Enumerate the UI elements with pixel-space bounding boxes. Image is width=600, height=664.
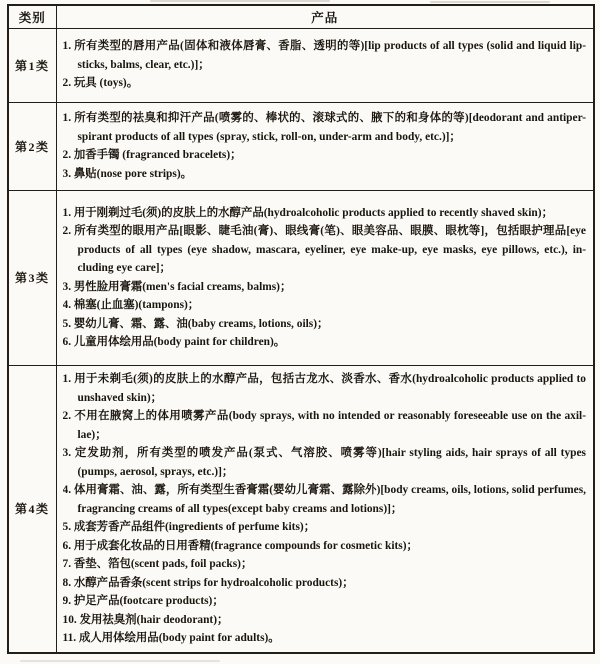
product-item: 1. 用于刚剃过毛(须)的皮肤上的水醇产品(hydroalcoholic products applied to recently shaved skin)； [62,206,553,219]
product-item: 10. 发用祛臭剂(hair deodorant)； [62,613,229,626]
table-row-category-2 [8,102,594,190]
product-item: 2. 所有类型的眼用产品[眼影、睫毛油(膏)、眼线膏(笔)、眼美容品、眼膜、眼枕等]，包括眼护理品[eye products of all types (eye shadow, mascara, eyeliner, eye make-up, eye masks, eye pillows, etc.), in-cluding eye care]； [62,225,586,274]
products-cell-4 [56,365,594,653]
category-label-4: 第4类 [8,365,56,653]
table-row-category-1 [8,28,594,102]
product-item: 3. 鼻贴(nose pore strips)。 [62,167,193,180]
header-cell-product: 产品 [56,5,594,28]
header-cell-category: 类别 [8,5,56,28]
product-item: 5. 成套芳香产品组件(ingredients of perfume kits)； [62,521,316,533]
scan-artifact [150,0,330,2]
category-label-2: 第2类 [8,102,56,190]
product-item: 3. 定发助剂，所有类型的喷发产品(泵式、气溶胶、喷雾等)[hair styling aids, hair sprays of all types (pumps, aerosol, sprays, etc.)]； [62,447,586,478]
products-cell-3 [56,190,594,365]
table-header-row [8,5,594,28]
scan-artifact [20,660,220,662]
product-item: 11. 成人用体绘用品(body paint for adults)。 [62,632,280,644]
table-row-category-3 [8,190,594,365]
products-cell-1 [56,28,594,102]
product-item: 2. 加香手镯 (fragranced bracelets)； [62,149,242,161]
product-item: 1. 用于未剃毛(须)的皮肤上的水醇产品，包括古龙水、淡香水、香水(hydroalcoholic products applied to unshaved skin)； [62,373,586,404]
category-label-1: 第1类 [8,28,56,102]
product-item: 6. 儿童用体绘用品(body paint for children)。 [62,336,286,348]
product-item: 4. 体用膏霜、油、露，所有类型生香膏霜(婴幼儿膏霜、露除外)[body creams, oils, lotions, solid perfumes, fragrancing creams of all types(except baby creams and lotions)]； [62,484,586,515]
product-item: 6. 用于成套化妆品的日用香精(fragrance compounds for cosmetic kits)； [62,539,418,552]
product-item: 1. 所有类型的祛臭和抑汗产品(喷雾的、棒状的、滚球式的、腋下的和身体的等)[deodorant and antiper-spirant products of all types (spray, stick, roll-on, under-arm and body, etc.)]； [62,112,586,143]
product-item: 5. 婴幼儿膏、霜、露、油(baby creams, lotions, oils)； [62,317,329,330]
product-item: 3. 男性脸用膏霜(men's facial creams, balms)； [62,280,292,293]
product-item: 8. 水醇产品香条(scent strips for hydroalcoholic products)； [62,576,354,589]
products-cell-2 [56,102,594,190]
product-category-table [7,4,595,654]
product-item: 2. 不用在腋窝上的体用喷雾产品(body sprays, with no intended or reasonably foreseeable use on the axil-lae)； [62,410,586,441]
category-label-3: 第3类 [8,190,56,365]
product-item: 1. 所有类型的唇用产品(固体和液体唇膏、香脂、透明的等)[lip products of all types (solid and liquid lip-sticks, balms, clear, etc.)]； [62,40,586,71]
scan-artifact [430,1,550,3]
table-row-category-4 [8,365,594,653]
product-item: 4. 棉塞(止血塞)(tampons)； [62,299,200,311]
product-item: 7. 香垫、箔包(scent pads, foil packs)； [62,558,253,570]
product-item: 9. 护足产品(footcare products)； [62,595,224,607]
product-item: 2. 玩具 (toys)。 [62,77,139,90]
